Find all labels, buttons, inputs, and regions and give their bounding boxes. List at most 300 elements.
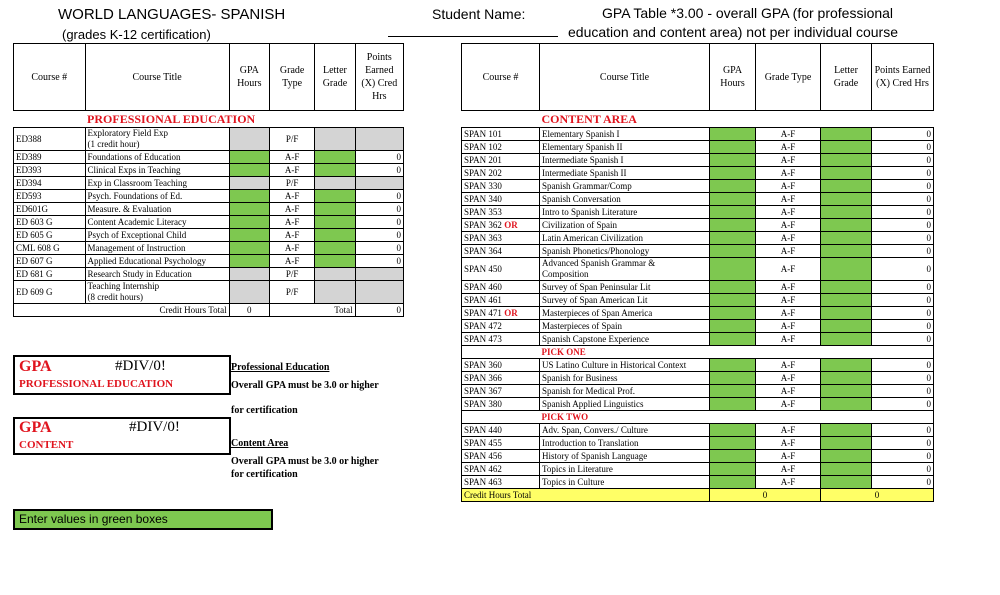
points-earned: 0 (872, 128, 934, 141)
points-earned (355, 177, 403, 190)
gpa-note-line1: GPA Table *3.00 - overall GPA (for professional (602, 5, 894, 21)
page-subtitle: (grades K-12 certification) (62, 27, 211, 42)
course-title-text: Teaching Internship (87, 281, 160, 291)
grade-type: A-F (756, 180, 821, 193)
gpa-hours-input (229, 128, 269, 151)
grade-type: A-F (756, 320, 821, 333)
gpa-hours-input[interactable] (710, 219, 756, 232)
course-title (540, 450, 710, 463)
gpa-hours-input[interactable] (710, 359, 756, 372)
course-title (540, 128, 710, 141)
course-row (462, 167, 934, 180)
course-row (462, 424, 934, 437)
course-row (14, 255, 404, 268)
course-title (540, 320, 710, 333)
gpa-hours-input[interactable] (710, 450, 756, 463)
course-title-text: Masterpieces of Spain (542, 320, 622, 331)
course-row (462, 141, 934, 154)
course-code: ED 607 G (14, 255, 86, 268)
points-earned: 0 (355, 242, 403, 255)
gpa-hours-input[interactable] (710, 320, 756, 333)
course-code: SPAN 456 (462, 450, 540, 463)
course-row (462, 245, 934, 258)
course-title (540, 245, 710, 258)
grade-type: A-F (756, 463, 821, 476)
course-row (462, 476, 934, 489)
enter-values-hint: Enter values in green boxes (13, 509, 273, 530)
letter-grade-input[interactable] (821, 258, 872, 281)
course-title (540, 359, 710, 372)
course-title (540, 281, 710, 294)
course-title-text: Masterpieces of Span America (542, 307, 653, 318)
course-title-text: Adv. Span, Convers./ Culture (542, 424, 648, 435)
course-title-text: History of Spanish Language (542, 450, 648, 461)
letter-grade-input[interactable] (821, 463, 872, 476)
course-code: SPAN 461 (462, 294, 540, 307)
course-title-text: Research Study in Education (87, 268, 192, 279)
col-gpa-hours: GPA Hours (710, 44, 756, 111)
grade-type: A-F (756, 307, 821, 320)
course-title (540, 294, 710, 307)
letter-grade-input (315, 128, 355, 151)
gpa-hours-input (229, 268, 269, 281)
pick-one-label: PICK ONE (540, 346, 934, 359)
gpa-content-box (13, 417, 231, 455)
course-row (14, 128, 404, 151)
course-title-text: Intermediate Spanish I (542, 154, 624, 165)
grade-type: A-F (756, 372, 821, 385)
course-code: SPAN 330 (462, 180, 540, 193)
course-title (540, 258, 710, 281)
points-earned: 0 (872, 424, 934, 437)
gpa-hours-input[interactable] (710, 372, 756, 385)
course-title (540, 437, 710, 450)
gpa-hours-input[interactable] (229, 255, 269, 268)
course-title (540, 154, 710, 167)
col-course-num: Course # (14, 44, 86, 111)
letter-grade-input[interactable] (821, 232, 872, 245)
grade-type: A-F (269, 203, 314, 216)
course-title-text: Exp in Classroom Teaching (87, 177, 187, 188)
course-title-text: Elementary Spanish I (542, 128, 620, 139)
course-title-text: Topics in Literature (542, 463, 613, 474)
note-content-line2: for certification (231, 469, 298, 480)
course-code: SPAN 473 (462, 333, 540, 346)
course-code: SPAN 367 (462, 385, 540, 398)
gpa-hours-input[interactable] (710, 281, 756, 294)
gpa-content-caption: CONTENT (19, 439, 74, 451)
course-title (540, 463, 710, 476)
course-code: ED601G (14, 203, 86, 216)
grade-type: A-F (756, 476, 821, 489)
course-row (462, 232, 934, 245)
course-code: SPAN 455 (462, 437, 540, 450)
grade-type: A-F (756, 437, 821, 450)
course-code: ED389 (14, 151, 86, 164)
course-title-text: Civilization of Spain (542, 219, 617, 230)
grade-type: A-F (756, 424, 821, 437)
letter-grade-input (315, 177, 355, 190)
course-title-text: Spanish Grammar/Comp (542, 180, 632, 191)
col-gpa-hours: GPA Hours (229, 44, 269, 111)
letter-grade-input[interactable] (821, 245, 872, 258)
gpa-hours-input[interactable] (710, 476, 756, 489)
grade-type: A-F (269, 242, 314, 255)
points-earned: 0 (872, 307, 934, 320)
letter-grade-input[interactable] (821, 180, 872, 193)
course-title (85, 151, 229, 164)
course-row (462, 128, 934, 141)
course-row (462, 206, 934, 219)
course-code (462, 219, 540, 232)
letter-grade-input[interactable] (821, 372, 872, 385)
points-earned: 0 (872, 385, 934, 398)
col-grade-type: Grade Type (269, 44, 314, 111)
grade-type: A-F (756, 333, 821, 346)
course-row (14, 203, 404, 216)
course-code: ED 681 G (14, 268, 86, 281)
letter-grade-input[interactable] (821, 219, 872, 232)
course-code-text: SPAN 362 (464, 219, 502, 230)
pick-spacer (462, 411, 540, 424)
col-points: Points Earned (X) Cred Hrs (355, 44, 403, 111)
course-title (85, 268, 229, 281)
gpa-hours-input[interactable] (710, 294, 756, 307)
course-row (14, 229, 404, 242)
letter-grade-input[interactable] (821, 320, 872, 333)
grade-type: A-F (756, 281, 821, 294)
course-title-text: Spanish Applied Linguistics (542, 398, 644, 409)
course-title-text: Content Academic Literacy (87, 216, 187, 227)
col-points: Points Earned (X) Cred Hrs (872, 44, 934, 111)
course-code: SPAN 201 (462, 154, 540, 167)
right-header-row (462, 44, 934, 111)
letter-grade-input[interactable] (821, 333, 872, 346)
grade-type: A-F (269, 151, 314, 164)
student-name-label: Student Name: (432, 6, 526, 22)
pick-two (462, 411, 934, 424)
gpa-hours-input (229, 281, 269, 304)
pick-one (462, 346, 934, 359)
letter-grade-input[interactable] (821, 167, 872, 180)
course-row (14, 151, 404, 164)
course-title (85, 128, 229, 151)
gpa-hours-input[interactable] (710, 333, 756, 346)
grade-type: A-F (756, 294, 821, 307)
course-row (462, 437, 934, 450)
grade-type: A-F (756, 219, 821, 232)
course-title-text: Survey of Span American Lit (542, 294, 648, 305)
course-title-text: Advanced Spanish Grammar & (542, 258, 656, 268)
course-title-text: Spanish for Medical Prof. (542, 385, 635, 396)
letter-grade-input[interactable] (821, 424, 872, 437)
letter-grade-input[interactable] (315, 229, 355, 242)
letter-grade-input (315, 281, 355, 304)
gpa-hours-input[interactable] (710, 193, 756, 206)
course-title (540, 476, 710, 489)
pick-two-label: PICK TWO (540, 411, 934, 424)
course-title (540, 193, 710, 206)
course-title-text: Intro to Spanish Literature (542, 206, 638, 217)
grade-type: A-F (756, 258, 821, 281)
letter-grade-input[interactable] (315, 190, 355, 203)
course-row (462, 258, 934, 281)
gpa-hours-input[interactable] (710, 385, 756, 398)
grade-type: A-F (756, 128, 821, 141)
course-code: ED393 (14, 164, 86, 177)
page-title: WORLD LANGUAGES- SPANISH (58, 6, 286, 23)
course-title-text: Applied Educational Psychology (87, 255, 207, 266)
course-title (85, 229, 229, 242)
gpa-hours-input[interactable] (229, 190, 269, 203)
course-title (540, 333, 710, 346)
course-code: SPAN 366 (462, 372, 540, 385)
points-earned: 0 (872, 320, 934, 333)
content-area-table (461, 43, 934, 502)
course-row (462, 281, 934, 294)
letter-grade-input (315, 268, 355, 281)
course-title-note: (8 credit hours) (87, 292, 144, 302)
points-earned: 0 (872, 258, 934, 281)
gpa-hours-input[interactable] (710, 141, 756, 154)
course-title (85, 177, 229, 190)
student-name-field[interactable] (388, 36, 558, 37)
letter-grade-input[interactable] (821, 193, 872, 206)
grade-type: A-F (756, 385, 821, 398)
letter-grade-input[interactable] (821, 398, 872, 411)
points-earned: 0 (872, 154, 934, 167)
course-title (85, 216, 229, 229)
points-earned: 0 (355, 229, 403, 242)
course-title (540, 167, 710, 180)
points-earned: 0 (872, 463, 934, 476)
course-title-text: Survey of Span Peninsular Lit (542, 281, 651, 292)
letter-grade-input[interactable] (821, 141, 872, 154)
grade-type: P/F (269, 177, 314, 190)
grade-type: A-F (756, 245, 821, 258)
course-title (540, 398, 710, 411)
points-earned (355, 268, 403, 281)
grade-type: A-F (756, 167, 821, 180)
course-row (14, 190, 404, 203)
course-code-text: SPAN 471 (464, 307, 502, 318)
course-title (85, 203, 229, 216)
course-row (462, 307, 934, 320)
course-code: SPAN 380 (462, 398, 540, 411)
points-earned: 0 (872, 398, 934, 411)
grade-type: P/F (269, 128, 314, 151)
course-title-text: Topics in Culture (542, 476, 605, 487)
total2-label: Total (269, 304, 355, 317)
letter-grade-input[interactable] (315, 164, 355, 177)
course-title-text: Exploratory Field Exp (87, 128, 169, 138)
course-title (85, 190, 229, 203)
points-earned: 0 (355, 164, 403, 177)
course-title (85, 164, 229, 177)
total-hours: 0 (710, 489, 821, 502)
points-earned: 0 (872, 359, 934, 372)
gpa-hours-input[interactable] (710, 463, 756, 476)
letter-grade-input[interactable] (821, 437, 872, 450)
letter-grade-input[interactable] (821, 294, 872, 307)
points-earned: 0 (872, 437, 934, 450)
course-title-text: Elementary Spanish II (542, 141, 623, 152)
gpa-hours-input[interactable] (710, 154, 756, 167)
points-earned: 0 (872, 450, 934, 463)
course-title (540, 141, 710, 154)
course-code: SPAN 202 (462, 167, 540, 180)
course-title (540, 180, 710, 193)
professional-education-table (13, 43, 404, 317)
gpa-hours-input[interactable] (229, 203, 269, 216)
course-title (540, 219, 710, 232)
gpa-hours-input[interactable] (229, 151, 269, 164)
letter-grade-input[interactable] (821, 450, 872, 463)
course-code: SPAN 364 (462, 245, 540, 258)
course-code: ED394 (14, 177, 86, 190)
gpa-hours-input[interactable] (710, 258, 756, 281)
course-row (462, 398, 934, 411)
note-content-heading: Content Area (231, 438, 289, 449)
course-row (462, 320, 934, 333)
points-earned: 0 (872, 372, 934, 385)
grade-type: A-F (756, 232, 821, 245)
grade-type: A-F (269, 164, 314, 177)
points-earned: 0 (872, 206, 934, 219)
course-row (14, 242, 404, 255)
gpa-hours-input[interactable] (710, 128, 756, 141)
gpa-hours-input[interactable] (710, 167, 756, 180)
section-heading-professional: PROFESSIONAL EDUCATION (87, 111, 256, 126)
gpa-hours-input[interactable] (229, 164, 269, 177)
gpa-note-line2: education and content area) not per individual course (568, 24, 898, 40)
pick-spacer (462, 346, 540, 359)
letter-grade-input[interactable] (821, 154, 872, 167)
course-title (540, 372, 710, 385)
course-code: SPAN 472 (462, 320, 540, 333)
gpa-professional-label: GPA (19, 358, 52, 375)
course-row (14, 268, 404, 281)
letter-grade-input[interactable] (821, 128, 872, 141)
col-letter-grade: Letter Grade (315, 44, 355, 111)
gpa-hours-input[interactable] (710, 245, 756, 258)
course-title-text: Spanish Phonetics/Phonology (542, 245, 650, 256)
course-row (14, 164, 404, 177)
letter-grade-input[interactable] (315, 242, 355, 255)
course-code: SPAN 360 (462, 359, 540, 372)
course-code: CML 608 G (14, 242, 86, 255)
col-grade-type: Grade Type (756, 44, 821, 111)
gpa-hours-input[interactable] (710, 232, 756, 245)
gpa-professional-box (13, 355, 231, 395)
course-row (14, 281, 404, 304)
letter-grade-input[interactable] (315, 203, 355, 216)
gpa-content-value: #DIV/0! (129, 419, 180, 435)
col-course-title: Course Title (85, 44, 229, 111)
gpa-hours-input[interactable] (710, 180, 756, 193)
course-code: ED388 (14, 128, 86, 151)
course-title-text: Psych of Exceptional Child (87, 229, 187, 240)
points-earned: 0 (872, 219, 934, 232)
total-row (462, 489, 934, 502)
letter-grade-input[interactable] (821, 206, 872, 219)
points-earned: 0 (355, 216, 403, 229)
points-earned: 0 (355, 151, 403, 164)
grade-type: A-F (269, 190, 314, 203)
course-title-note: (1 credit hour) (87, 139, 140, 149)
letter-grade-input[interactable] (821, 385, 872, 398)
col-course-num: Course # (462, 44, 540, 111)
course-code: ED 605 G (14, 229, 86, 242)
letter-grade-input[interactable] (821, 307, 872, 320)
gpa-hours-input[interactable] (710, 424, 756, 437)
course-title (85, 255, 229, 268)
grade-type: A-F (756, 398, 821, 411)
points-earned: 0 (872, 232, 934, 245)
points-earned: 0 (872, 294, 934, 307)
points-earned: 0 (872, 281, 934, 294)
course-title-text: Introduction to Translation (542, 437, 639, 448)
letter-grade-input[interactable] (821, 359, 872, 372)
gpa-hours-input[interactable] (229, 216, 269, 229)
course-code (462, 307, 540, 320)
course-row (462, 450, 934, 463)
course-title-text: Intermediate Spanish II (542, 167, 627, 178)
letter-grade-input[interactable] (821, 281, 872, 294)
gpa-hours-input[interactable] (710, 437, 756, 450)
or-marker: OR (504, 219, 518, 230)
course-code: SPAN 440 (462, 424, 540, 437)
gpa-hours-input[interactable] (710, 398, 756, 411)
total-label: Credit Hours Total (14, 304, 230, 317)
course-row (462, 154, 934, 167)
course-row (462, 219, 934, 232)
gpa-hours-input (229, 177, 269, 190)
course-title (540, 206, 710, 219)
gpa-hours-input[interactable] (229, 229, 269, 242)
letter-grade-input[interactable] (315, 216, 355, 229)
course-code: SPAN 450 (462, 258, 540, 281)
points-earned (355, 281, 403, 304)
gpa-hours-input[interactable] (710, 206, 756, 219)
course-row (462, 385, 934, 398)
course-code: ED 609 G (14, 281, 86, 304)
points-earned: 0 (872, 333, 934, 346)
points-earned: 0 (355, 255, 403, 268)
letter-grade-input[interactable] (315, 151, 355, 164)
or-marker: OR (504, 307, 518, 318)
col-letter-grade: Letter Grade (821, 44, 872, 111)
note-prof-line2: for certification (231, 405, 298, 416)
letter-grade-input[interactable] (315, 255, 355, 268)
course-title (540, 385, 710, 398)
course-row (462, 180, 934, 193)
gpa-professional-value: #DIV/0! (115, 358, 166, 374)
gpa-hours-input[interactable] (710, 307, 756, 320)
total-row (14, 304, 404, 317)
course-code: SPAN 340 (462, 193, 540, 206)
letter-grade-input[interactable] (821, 476, 872, 489)
course-row (462, 193, 934, 206)
points-earned: 0 (355, 190, 403, 203)
points-earned: 0 (872, 193, 934, 206)
points-earned: 0 (872, 476, 934, 489)
course-title-text: Management of Instruction (87, 242, 186, 253)
section-heading-content: CONTENT AREA (541, 111, 637, 126)
course-row (462, 463, 934, 476)
gpa-hours-input[interactable] (229, 242, 269, 255)
course-code: SPAN 463 (462, 476, 540, 489)
